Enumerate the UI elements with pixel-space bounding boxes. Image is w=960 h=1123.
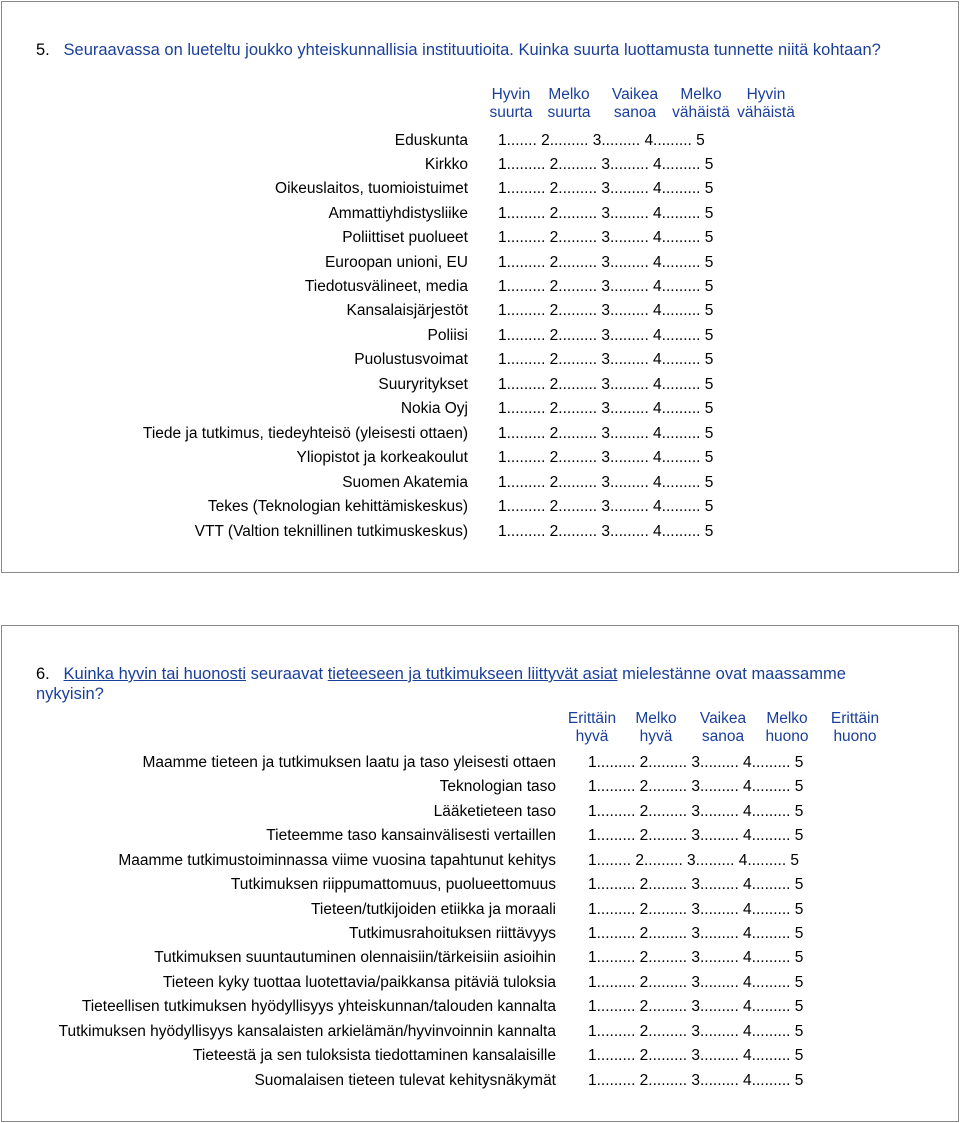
table-row [0,849,800,873]
rating-scale[interactable]: 1......... 2......... 3......... 4......... 5 [588,876,804,893]
row-label: Maamme tutkimustoiminnassa viime vuosina tapahtunut kehitys [118,852,556,869]
rating-scale[interactable]: 1......... 2......... 3......... 4......... 5 [588,827,804,844]
row-label: Ammattiyhdistysliike [328,205,468,222]
table-row [0,471,714,495]
table-row [0,226,714,250]
row-label: Tieteestä ja sen tuloksista tiedottaminen kansalaisille [192,1047,556,1064]
scale-header: Melko huono [765,710,809,745]
table-row [0,153,714,177]
rating-scale[interactable]: 1......... 2......... 3......... 4......... 5 [588,998,804,1015]
table-row [0,251,714,275]
rating-scale[interactable]: 1......... 2......... 3......... 4......... 5 [498,254,714,271]
question-text-part1: Seuraavassa on lueteltu joukko yhteiskunnallisia instituutioita. [63,41,519,59]
row-label: Tutkimuksen riippumattomuus, puolueettomuus [230,876,556,893]
table-row [0,520,714,544]
row-label: Suomen Akatemia [342,474,468,491]
table-row [0,995,804,1019]
question-6-title [36,664,916,704]
table-row [0,129,705,153]
row-label: Maamme tieteen ja tutkimuksen laatu ja taso yleisesti ottaen [142,754,556,771]
row-label: Tieteemme taso kansainvälisesti vertaillen [266,827,556,844]
question-text-part2: Kuinka suurta luottamusta tunnette niitä kohtaan? [518,41,881,59]
row-label: Tieteen kyky tuottaa luotettavia/paikkansa pitäviä tuloksia [162,974,556,991]
rating-scale[interactable]: 1......... 2......... 3......... 4......... 5 [588,778,804,795]
rating-scale[interactable]: 1......... 2......... 3......... 4......... 5 [498,180,714,197]
rating-scale[interactable]: 1......... 2......... 3......... 4......... 5 [588,949,804,966]
table-row [0,446,714,470]
row-label: Tutkimuksen suuntautuminen olennaisiin/tärkeisiin asioihin [154,949,556,966]
row-label: Tekes (Teknologian kehittämiskeskus) [207,498,468,515]
table-row [0,1044,804,1068]
row-label: Yliopistot ja korkeakoulut [296,449,468,466]
row-label: Puolustusvoimat [354,351,468,368]
table-row [0,873,804,897]
scale-header: Hyvin suurta [489,86,533,121]
row-label: Tiedotusvälineet, media [304,278,468,295]
rating-scale[interactable]: 1......... 2......... 3......... 4......... 5 [498,425,714,442]
table-row [0,275,714,299]
row-label: Tiede ja tutkimus, tiedeyhteisö (yleisesti ottaen) [142,425,468,442]
rating-scale[interactable]: 1......... 2......... 3......... 4......... 5 [498,327,714,344]
question-number: 6. [36,665,50,683]
table-row [0,422,714,446]
rating-scale[interactable]: 1......... 2......... 3......... 4......... 5 [588,901,804,918]
row-label: Lääketieteen taso [433,803,556,820]
row-label: Tutkimuksen hyödyllisyys kansalaisten arkielämän/hyvinvoinnin kannalta [58,1023,556,1040]
rating-scale[interactable]: 1......... 2......... 3......... 4......... 5 [498,376,714,393]
row-label: Suomalaisen tieteen tulevat kehitysnäkymät [254,1072,556,1089]
rating-scale[interactable]: 1....... 2......... 3......... 4......... 5 [498,132,705,149]
row-label: VTT (Valtion teknillinen tutkimuskeskus) [194,523,468,540]
table-row [0,898,804,922]
scale-header: Melko vähäistä [672,86,730,121]
row-label: Poliittiset puolueet [342,229,468,246]
table-row [0,495,714,519]
rating-scale[interactable]: 1......... 2......... 3......... 4......... 5 [588,925,804,942]
row-label: Tutkimusrahoituksen riittävyys [348,925,556,942]
question-text-emphasis-1: Kuinka hyvin tai huonosti [63,665,247,683]
rating-scale[interactable]: 1......... 2......... 3......... 4......... 5 [498,498,714,515]
rating-scale[interactable]: 1......... 2......... 3......... 4......... 5 [588,1072,804,1089]
table-row [0,397,714,421]
row-label: Tieteen/tutkijoiden etiikka ja moraali [311,901,556,918]
rating-scale[interactable]: 1........ 2......... 3......... 4......... 5 [588,852,800,869]
scale-header: Melko suurta [547,86,591,121]
table-row [0,299,714,323]
scale-header: Erittäin huono [830,710,880,745]
row-label: Nokia Oyj [400,400,468,417]
question-text-middle: seuraavat [246,665,328,683]
table-row [0,800,804,824]
rating-scale[interactable]: 1......... 2......... 3......... 4......... 5 [498,229,714,246]
question-text-emphasis-2: tieteeseen ja tutkimukseen liittyvät asiat [327,665,618,683]
table-row [0,824,804,848]
rating-scale[interactable]: 1......... 2......... 3......... 4......... 5 [498,205,714,222]
table-row [0,348,714,372]
row-label: Kirkko [424,156,468,173]
rating-scale[interactable]: 1......... 2......... 3......... 4......... 5 [498,400,714,417]
rating-scale[interactable]: 1......... 2......... 3......... 4......... 5 [498,351,714,368]
table-row [0,324,714,348]
table-row [0,922,804,946]
rating-scale[interactable]: 1......... 2......... 3......... 4......... 5 [498,474,714,491]
table-row [0,775,804,799]
row-label: Oikeuslaitos, tuomioistuimet [275,180,468,197]
row-label: Eduskunta [394,132,468,149]
question-text-end: mielestänne ovat maassamme nykyisin? [36,665,846,703]
table-row [0,177,714,201]
table-row [0,1020,804,1044]
table-row [0,751,804,775]
rating-scale[interactable]: 1......... 2......... 3......... 4......... 5 [498,302,714,319]
table-row [0,202,714,226]
row-label: Poliisi [427,327,468,344]
rating-scale[interactable]: 1......... 2......... 3......... 4......... 5 [498,156,714,173]
scale-header: Vaikea sanoa [611,86,659,121]
rating-scale[interactable]: 1......... 2......... 3......... 4......... 5 [498,449,714,466]
table-row [0,373,714,397]
scale-header: Vaikea sanoa [699,710,747,745]
row-label: Kansalaisjärjestöt [346,302,468,319]
rating-scale[interactable]: 1......... 2......... 3......... 4......... 5 [588,974,804,991]
rating-scale[interactable]: 1......... 2......... 3......... 4......... 5 [588,1023,804,1040]
rating-scale[interactable]: 1......... 2......... 3......... 4......... 5 [498,523,714,540]
question-number: 5. [36,41,50,59]
table-row [0,1069,804,1093]
row-label: Teknologian taso [439,778,556,795]
row-label: Tieteellisen tutkimuksen hyödyllisyys yhteiskunnan/talouden kannalta [81,998,556,1015]
rating-scale[interactable]: 1......... 2......... 3......... 4......... 5 [588,754,804,771]
scale-header: Melko hyvä [635,710,677,745]
row-label: Euroopan unioni, EU [324,254,468,271]
question-5-title [36,40,946,60]
rating-scale[interactable]: 1......... 2......... 3......... 4......... 5 [588,803,804,820]
rating-scale[interactable]: 1......... 2......... 3......... 4......... 5 [498,278,714,295]
scale-header: Hyvin vähäistä [737,86,795,121]
scale-header: Erittäin hyvä [567,710,617,745]
rating-scale[interactable]: 1......... 2......... 3......... 4......... 5 [588,1047,804,1064]
table-row [0,946,804,970]
table-row [0,971,804,995]
row-label: Suuryritykset [378,376,468,393]
